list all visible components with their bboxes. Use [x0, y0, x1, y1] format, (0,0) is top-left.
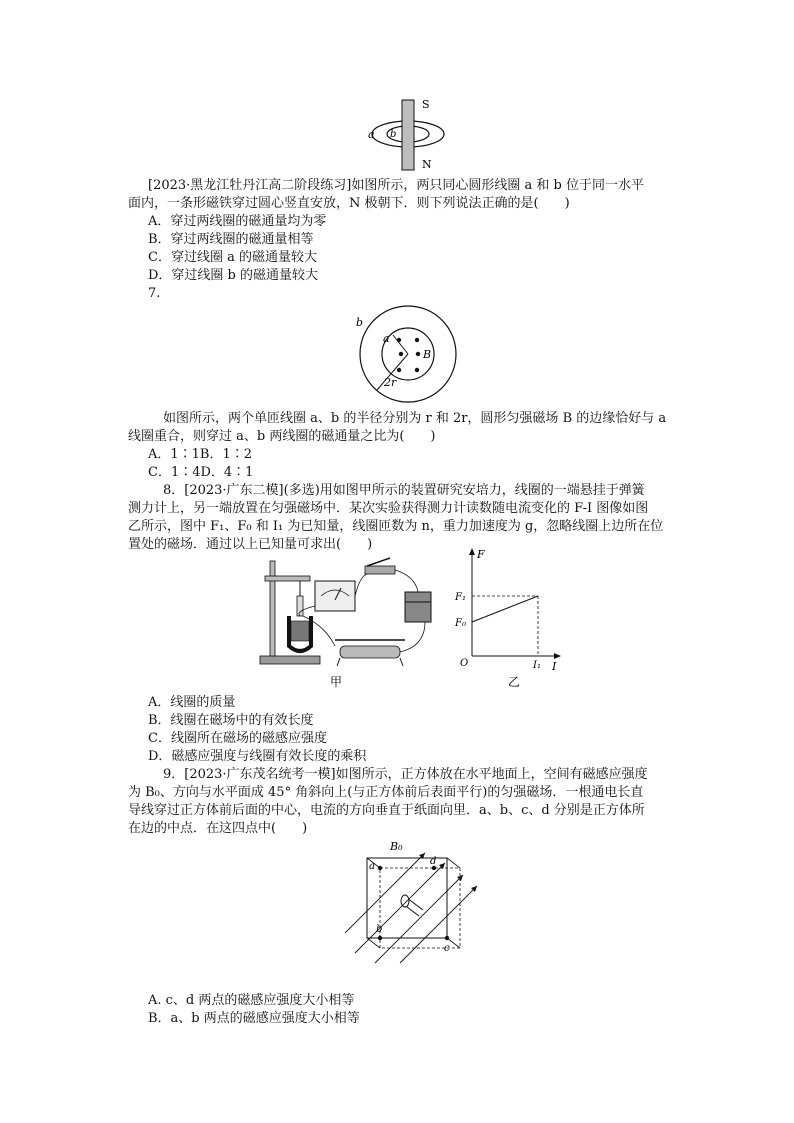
figure-cube-field	[345, 838, 480, 968]
tick-i1: I₁	[533, 660, 541, 671]
figure-magnet-coils	[368, 96, 464, 176]
label-c: c	[444, 943, 450, 954]
axis-label-f: F	[477, 548, 485, 561]
q8-option-b: B．线圈在磁场中的有效长度	[148, 713, 314, 728]
q9-option-a: A. c、d 两点的磁感应强度大小相等	[148, 993, 355, 1008]
figure-concentric-coils	[350, 300, 470, 410]
q7-options-line2: C．1∶4D．4∶1	[148, 465, 254, 480]
q6-stem-line1: [2023·黑龙江牡丹江高二阶段练习]如图所示，两只同心圆形线圈 a 和 b 位于同一水平	[148, 178, 644, 193]
label-a: a	[383, 332, 390, 345]
q8-stem-line3: 乙所示，图中 F₁、F₀ 和 I₁ 为已知量，线圈匝数为 n，重力加速度为 g，忽略线圈上边所在位	[128, 519, 664, 534]
label-b: b	[356, 316, 364, 329]
label-n: N	[422, 158, 432, 171]
figure-apparatus	[255, 556, 455, 691]
figure-f-i-graph	[452, 546, 562, 691]
origin-label: O	[460, 658, 469, 669]
q7-number: 7.	[148, 286, 161, 301]
q9-stem-line1: 9．[2023·广东茂名统考一模]如图所示，正方体放在水平地面上，空间有磁感应强度	[163, 767, 648, 782]
q8-option-a: A．线圈的质量	[148, 695, 236, 710]
q9-stem-line3: 导线穿过正方体前后面的中心，电流的方向垂直于纸面向里．a、b、c、d 分别是正方体所	[128, 803, 645, 818]
tick-f0: F₀	[455, 618, 466, 629]
q9-stem-line4: 在边的中点．在这四点中( )	[128, 821, 308, 836]
q7-options-line1: A．1∶1B．1∶2	[148, 447, 253, 462]
q6-stem-line2: 面内，一条形磁铁穿过圆心竖直安放，N 极朝下．则下列说法正确的是( )	[128, 196, 570, 211]
label-b: b	[376, 924, 383, 935]
q7-stem-line2: 线圈重合，则穿过 a、b 两线圈的磁通量之比为( )	[128, 429, 436, 444]
label-d: d	[430, 856, 437, 867]
q6-option-d: D．穿过线圈 b 的磁通量较大	[148, 268, 319, 283]
axis-label-i: I	[552, 660, 557, 673]
tick-f1: F₁	[455, 592, 466, 603]
f-i-line	[472, 596, 538, 622]
q8-stem-line2: 测力计上，另一端放置在匀强磁场中．某次实验获得测力计读数随电流变化的 F-I 图像如图	[128, 501, 649, 516]
label-s: S	[422, 98, 430, 111]
q8-option-c: C．线圈所在磁场的磁感应强度	[148, 731, 327, 746]
q6-option-b: B．穿过两线圈的磁通量相等	[148, 232, 314, 247]
q9-option-b: B．a、b 两点的磁感应强度大小相等	[148, 1011, 360, 1026]
label-a: a	[368, 128, 375, 141]
label-a: a	[369, 861, 375, 872]
q8-stem-line4: 置处的磁场．通过以上已知量可求出( )	[128, 537, 373, 552]
caption-yi: 乙	[508, 675, 521, 689]
q6-option-c: C．穿过线圈 a 的磁通量较大	[148, 250, 317, 265]
label-big-b: B	[423, 348, 432, 361]
label-2r: 2r	[384, 376, 397, 389]
caption-jia: 甲	[330, 675, 343, 689]
q8-stem-line1: 8．[2023·广东二模](多选)用如图甲所示的装置研究安培力，线圈的一端悬挂于弹簧	[163, 483, 645, 498]
q9-stem-line2: 为 B₀、方向与水平面成 45° 角斜向上(与正方体前后表面平行)的匀强磁场．一根通电长直	[128, 785, 644, 800]
label-b0: B₀	[390, 840, 403, 853]
q7-stem-line1: 如图所示，两个单匝线圈 a、b 的半径分别为 r 和 2r，圆形匀强磁场 B 的边缘恰好与 a	[163, 411, 667, 426]
q8-option-d: D．磁感应强度与线圈有效长度的乘积	[148, 749, 367, 764]
label-b: b	[390, 129, 397, 140]
q6-option-a: A．穿过两线圈的磁通量均为零	[148, 214, 327, 229]
